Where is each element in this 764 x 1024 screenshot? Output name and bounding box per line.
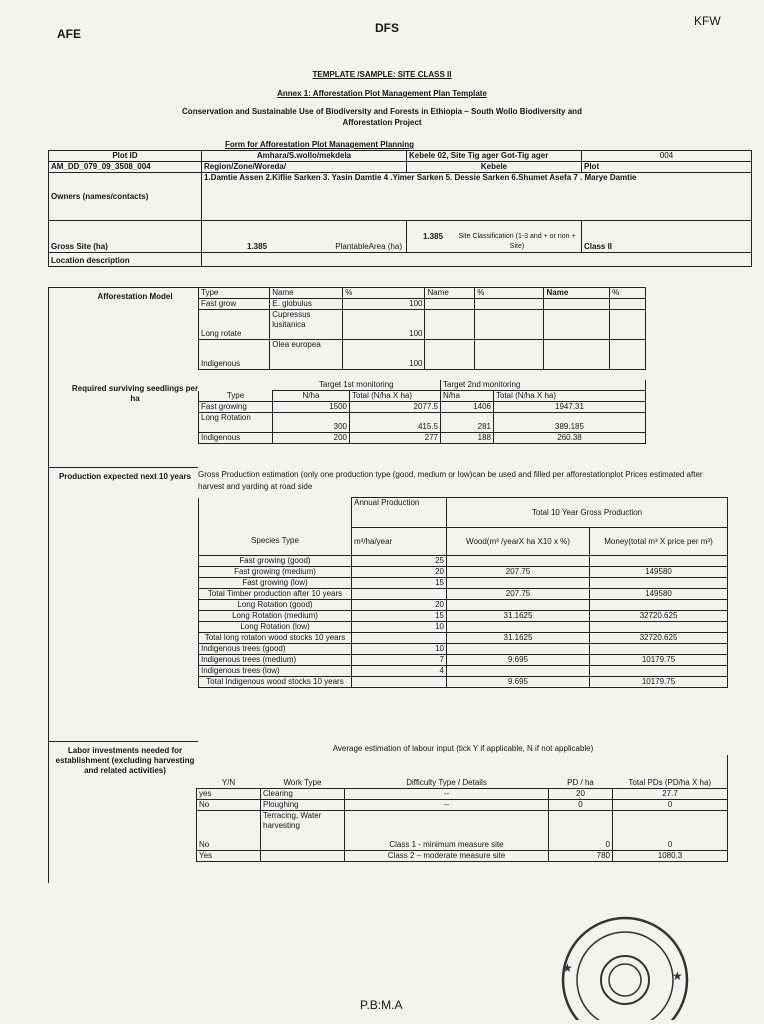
template-title: TEMPLATE /SAMPLE: SITE CLASS II [312, 70, 452, 79]
labor-header-yn: Y/N [197, 755, 261, 788]
table-row: Fast growing (good) 25 [199, 556, 728, 567]
form-title: Form for Afforestation Plot Management Planning [225, 140, 415, 149]
table-row: Indigenous trees (medium) 7 9.695 10179.75 [199, 655, 728, 666]
gross-site-label: Gross Site (ha) [49, 221, 202, 253]
target-2nd-label: Target 2nd monitoring [441, 380, 646, 391]
table-row: Long Rotation 300 415.5 281 389.185 [199, 413, 646, 433]
table-row: Long Rotation (medium) 15 31.1625 32720.625 [199, 611, 728, 622]
gross-10year-label: Total 10 Year Gross Production [447, 498, 728, 528]
species-type-label: Species Type [199, 528, 352, 556]
table-row: Fast growing (medium) 20 207.75 149580 [199, 567, 728, 578]
table-row: No Terracing, Water harvesting Class 1 - minimum measure site 0 0 [197, 810, 728, 850]
table-row: Indigenous Olea europea 100 [199, 340, 646, 370]
table-row: Total Timber production after 10 years 207.75 149580 [199, 589, 728, 600]
site-classification-label: Site Classification (1-3 and + or non + Site) [458, 233, 576, 250]
table-row: Fast grow E. globulus 100 [199, 299, 646, 310]
model-header-type: Type [199, 288, 270, 299]
table-row: Indigenous 200 277 188 260.38 [199, 433, 646, 444]
project-title-line1: Conservation and Sustainable Use of Biodiversity and Forests in Ethiopia – South Wollo Biodiversity and [182, 107, 582, 116]
money-label: Money(total m³ X price per m³) [590, 528, 728, 556]
annual-unit-label: m³/ha/year [352, 528, 447, 556]
target-1st-label: Target 1st monitoring [318, 380, 394, 389]
table-row: Indigenous trees (good) 10 [199, 644, 728, 655]
plot-info-table [48, 150, 752, 267]
labor-label: Labor investments needed for establishment (excluding harvesting and related activities) [55, 746, 195, 775]
kebele-value: Kebele 02, Site Tig ager Got-Tig ager [407, 151, 582, 162]
owners-label: Owners (names/contacts) [49, 173, 202, 221]
production-rows [199, 556, 728, 688]
labor-table [196, 755, 728, 862]
surviving-seedlings-label: Required surviving seedlings per ha [71, 384, 199, 403]
afforestation-model-table [198, 287, 646, 370]
header-afe: AFE [57, 27, 81, 41]
production-note: Gross Production estimation (only one production type (good, medium or low)can be used and filled per afforestationplot Prices estimated after harvest and yarding at road side [198, 470, 703, 491]
plot-number: 004 [582, 151, 752, 162]
plot-label: Plot [582, 162, 752, 173]
region-value: Amhara/S.wollo/mekdela [202, 151, 407, 162]
table-row: Indigenous trees (low) 4 [199, 666, 728, 677]
surviving-seedlings-table [198, 380, 646, 444]
seedlings-header-total2: Total (N/ha X ha) [494, 391, 646, 402]
model-header-pct2: % [475, 288, 544, 299]
svg-text:★: ★ [562, 961, 573, 975]
gross-site-value: 1.385 [247, 242, 268, 251]
labor-header-pdha: PD / ha [549, 755, 613, 788]
model-header-pct3: % [610, 288, 646, 299]
model-header-name2: Name [425, 288, 475, 299]
seedlings-header-total1: Total (N/ha X ha) [350, 391, 441, 402]
header-dfs: DFS [375, 21, 399, 35]
labor-avg-note: Average estimation of labour input (tick Y if applicable, N if not applicable) [332, 744, 594, 753]
plantable-area-value: 1.385 [423, 232, 444, 241]
afforestation-model-label: Afforestation Model [97, 292, 173, 301]
model-header-name3: Name [544, 288, 610, 299]
table-row: Yes Class 2 – moderate measure site 780 1080.3 [197, 850, 728, 861]
seedlings-header-nha2: N/ha [441, 391, 494, 402]
seedlings-header-type: Type [199, 391, 273, 402]
wood-label: Wood(m³ /yearX ha X10 x %) [447, 528, 590, 556]
footer-text: P.B:M.A [360, 998, 403, 1012]
production-label: Production expected next 10 years [58, 472, 192, 481]
annex-title: Annex 1: Afforestation Plot Management Plan Template [277, 89, 487, 98]
table-row: No Ploughing -- 0 0 [197, 799, 728, 810]
table-row: Long Rotation (good) 20 [199, 600, 728, 611]
table-row: Long Rotation (low) 10 [199, 622, 728, 633]
production-table [198, 497, 728, 688]
labor-header-difficulty: Difficulty Type / Details [345, 755, 549, 788]
model-header-pct: % [343, 288, 425, 299]
table-row: yes Clearing -- 20 27.7 [197, 788, 728, 799]
table-row: Fast growing (low) 15 [199, 578, 728, 589]
official-seal-icon [540, 900, 690, 1020]
table-row: Total Indigenous wood stocks 10 years 9.695 10179.75 [199, 677, 728, 688]
table-row: Fast growing 1500 2077.5 1406 1947.31 [199, 402, 646, 413]
table-row: Long rotate Cupressus lusitanica 100 [199, 310, 646, 340]
svg-text:★: ★ [672, 969, 683, 983]
labor-header-work: Work Type [261, 755, 345, 788]
annual-production-label: Annual Production [352, 498, 447, 528]
site-class-value: Class II [582, 221, 752, 253]
plot-id-value: AM_DD_079_09_3508_004 [49, 162, 202, 173]
seedlings-header-nha1: N/ha [273, 391, 350, 402]
region-label: Region/Zone/Woreda/ [202, 162, 407, 173]
kebele-label: Kebele [407, 162, 582, 173]
project-title [0, 106, 764, 128]
table-row: Total long rotaton wood stocks 10 years 31.1625 32720.625 [199, 633, 728, 644]
model-header-name: Name [270, 288, 343, 299]
plot-id-label: Plot ID [49, 151, 202, 162]
location-label: Location description [49, 253, 202, 267]
header-kfw: KFW [694, 14, 721, 28]
plantable-area-label: PlantableArea (ha) [335, 242, 402, 251]
project-title-line2: Afforestation Project [342, 118, 422, 127]
owners-value: 1.Damtie Assen 2.Kiflie Sarken 3. Yasin Damtie 4 .Yimer Sarken 5. Dessie Sarken 6.Shumet Asefa 7 . Marye Damtie [202, 173, 752, 221]
labor-header-total: Total PDs (PD/ha X ha) [613, 755, 728, 788]
